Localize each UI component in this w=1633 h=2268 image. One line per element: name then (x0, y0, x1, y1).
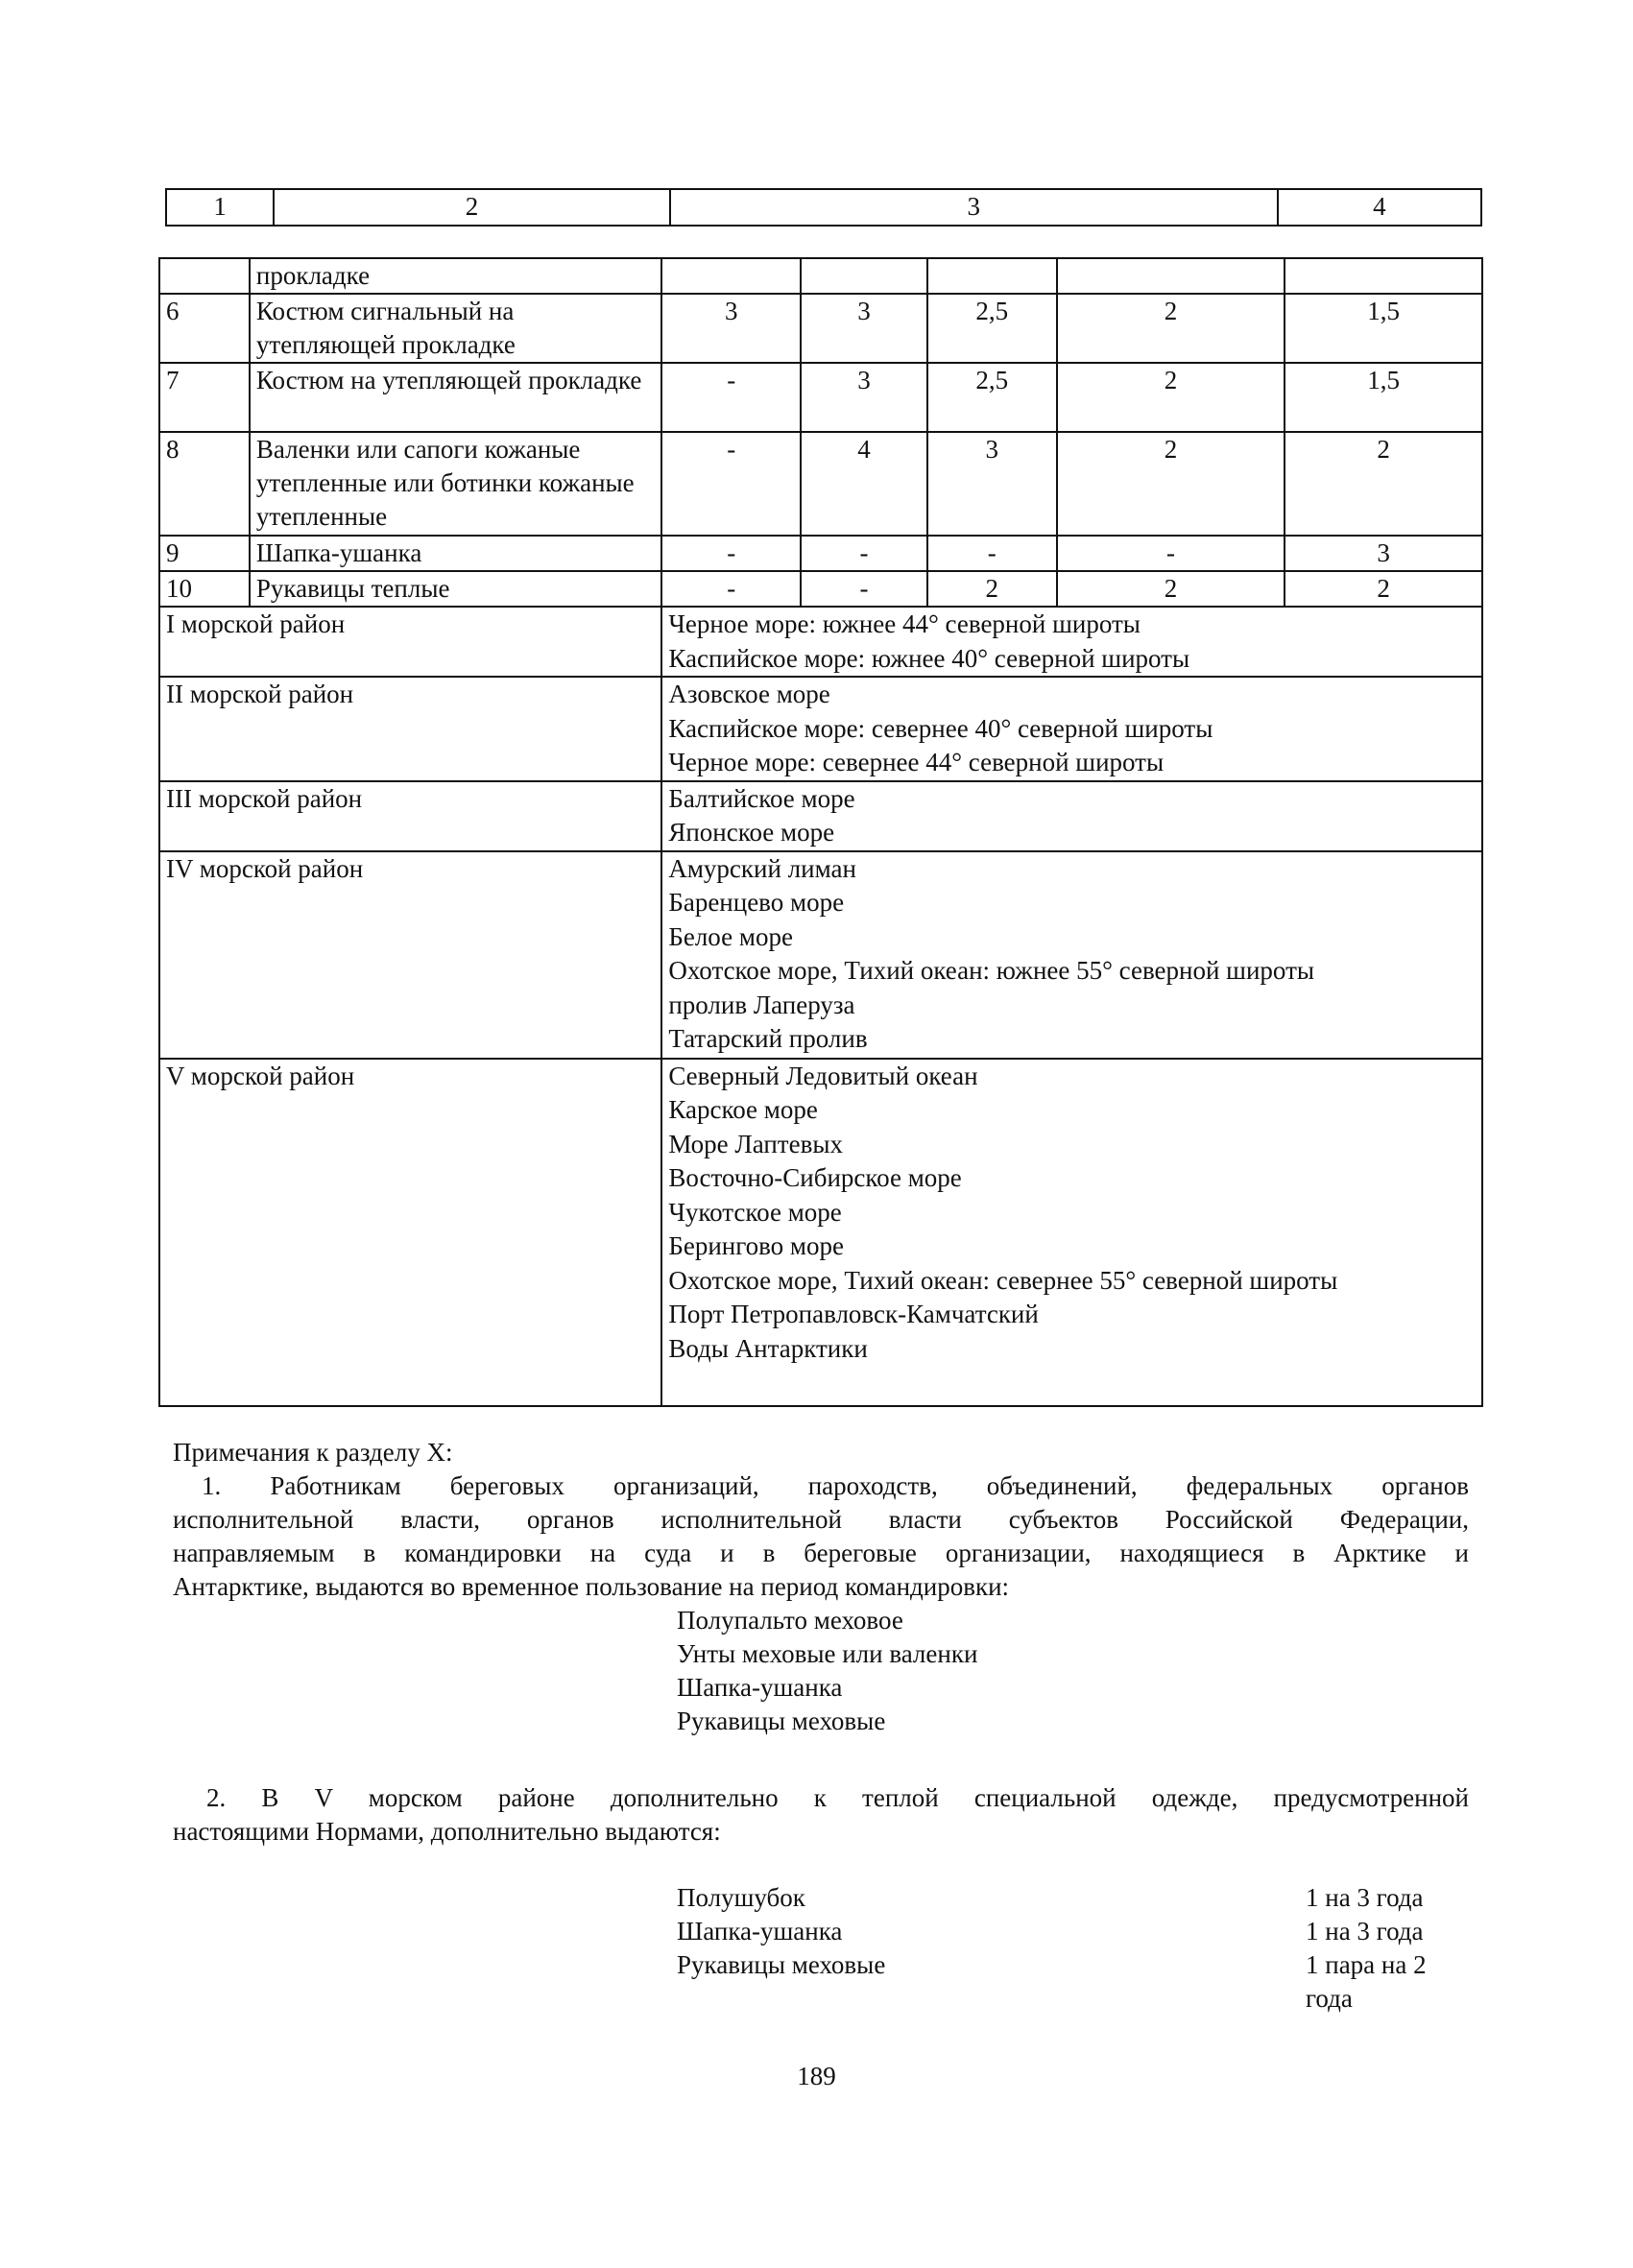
sea-line: Амурский лиман (668, 853, 856, 883)
region-value: 2 (1057, 432, 1285, 536)
note-1-line: исполнительной власти, органов исполнительной власти субъектов Российской Федерации, (173, 1505, 1469, 1534)
issue-item: Рукавицы меховые (677, 1950, 886, 1979)
region-value: 3 (1285, 536, 1482, 571)
table-row (159, 536, 1482, 571)
table-row (159, 571, 1482, 607)
sea-line: Порт Петропавловск-Камчатский (668, 1300, 1039, 1328)
item-number: 6 (159, 294, 250, 363)
note-1-line: Антарктике, выдаются во временное пользование на период командировки: (173, 1572, 1010, 1601)
region-value (801, 258, 927, 294)
region-name: V морской район (159, 1059, 661, 1406)
region-row (159, 1059, 1482, 1406)
region-name: III морской район (159, 781, 661, 851)
header-col-2: 2 (274, 189, 670, 226)
region-value (1057, 258, 1285, 294)
region-seas (661, 851, 1482, 1059)
region-value: - (801, 571, 927, 607)
issue-item: Шапка-ушанка (677, 1917, 843, 1946)
clothing-norms-table (158, 257, 1483, 1407)
header-col-1: 1 (166, 189, 274, 226)
item-name: Костюм на утепляющей прокладке (250, 363, 661, 432)
note-1-item: Унты меховые или валенки (677, 1639, 978, 1668)
item-name: Шапка-ушанка (250, 536, 661, 571)
issue-row (677, 1948, 1445, 2013)
note-1-line: направляемым в командировки на суда и в береговые организации, находящиеся в Арктике и (173, 1539, 1469, 1567)
sea-line: Карское море (668, 1095, 818, 1124)
region-value: 1,5 (1285, 363, 1482, 432)
issue-item: Полушубок (677, 1883, 805, 1912)
item-number: 7 (159, 363, 250, 432)
issue-qty: 1 на 3 года (1306, 1883, 1424, 1912)
note-2 (173, 1781, 1469, 1849)
region-value: 3 (927, 432, 1057, 536)
sea-line: Баренцево море (668, 888, 845, 917)
note-2-line: 2. В V морском районе дополнительно к теплой специальной одежде, предусмотренной (206, 1783, 1469, 1812)
table-row (159, 258, 1482, 294)
header-col-3: 3 (670, 189, 1278, 226)
region-row (159, 677, 1482, 781)
issue-qty: 1 на 3 года (1306, 1917, 1424, 1946)
table-row (159, 363, 1482, 432)
region-value: - (1057, 536, 1285, 571)
sea-line: Северный Ледовитый океан (668, 1061, 978, 1090)
region-seas (661, 781, 1482, 851)
region-seas (661, 677, 1482, 781)
item-number (159, 258, 250, 294)
region-value: - (661, 432, 801, 536)
item-number: 10 (159, 571, 250, 607)
region-name: II морской район (159, 677, 661, 781)
region-value: - (661, 536, 801, 571)
note-1-item: Полупальто меховое (677, 1606, 903, 1635)
region-row (159, 851, 1482, 1059)
item-name: Рукавицы теплые (250, 571, 661, 607)
note-2-line: настоящими Нормами, дополнительно выдаются: (173, 1817, 721, 1846)
sea-line: Восточно-Сибирское море (668, 1163, 962, 1192)
sea-line: Японское море (668, 818, 835, 847)
note-1-line: 1. Работникам береговых организаций, пароходств, объединений, федеральных органов (202, 1471, 1469, 1500)
region-value: 3 (801, 363, 927, 432)
note-1 (173, 1469, 1469, 1604)
sea-line: Белое море (668, 921, 793, 951)
region-value: 2 (1057, 571, 1285, 607)
header-col-4: 4 (1278, 189, 1481, 226)
item-name: Валенки или сапоги кожаные утепленные или ботинки кожаные утепленные (250, 432, 661, 536)
sea-line: Азовское море (668, 680, 830, 708)
region-name: I морской район (159, 607, 661, 677)
region-value (927, 258, 1057, 294)
region-value: 2 (1057, 363, 1285, 432)
region-name: IV морской район (159, 851, 661, 1059)
region-seas (661, 607, 1482, 677)
column-number-header (165, 188, 1482, 227)
region-value: 2 (927, 571, 1057, 607)
region-value: 1,5 (1285, 294, 1482, 363)
sea-line: Каспийское море: севернее 40° северной широты (668, 713, 1213, 743)
item-name: прокладке (250, 258, 661, 294)
region-value: - (801, 536, 927, 571)
region-row (159, 781, 1482, 851)
sea-line: Воды Антарктики (668, 1333, 868, 1363)
region-value: 3 (661, 294, 801, 363)
sea-line: Татарский пролив (668, 1024, 868, 1053)
region-value: 2 (1285, 432, 1482, 536)
sea-line: Черное море: севернее 44° северной широты (668, 748, 1165, 776)
sea-line: пролив Лаперуза (668, 990, 855, 1019)
region-value: - (661, 363, 801, 432)
item-number: 8 (159, 432, 250, 536)
region-value: - (927, 536, 1057, 571)
region-seas (661, 1059, 1482, 1406)
region-value: 2,5 (927, 363, 1057, 432)
region-value: 3 (801, 294, 927, 363)
region-value: - (661, 571, 801, 607)
sea-line: Чукотское море (668, 1197, 842, 1227)
note-1-item: Рукавицы меховые (677, 1707, 886, 1735)
page-number: 189 (797, 2062, 836, 2090)
item-name: Костюм сигнальный на утепляющей прокладке (250, 294, 661, 363)
item-number: 9 (159, 536, 250, 571)
sea-line: Каспийское море: южнее 40° северной широты (668, 643, 1190, 673)
sea-line: Охотское море, Тихий океан: севернее 55° северной широты (668, 1265, 1338, 1295)
notes-title: Примечания к разделу X: (173, 1438, 453, 1467)
issue-row (677, 1881, 1445, 1915)
sea-line: Море Лаптевых (668, 1129, 843, 1158)
issue-row (677, 1915, 1445, 1948)
sea-line: Черное море: южнее 44° северной широты (668, 609, 1141, 638)
region-value (661, 258, 801, 294)
issue-qty: 1 пара на 2 года (1306, 1950, 1427, 2013)
region-value: 4 (801, 432, 927, 536)
region-row (159, 607, 1482, 677)
sea-line: Балтийское море (668, 783, 855, 813)
region-value: 2 (1057, 294, 1285, 363)
region-value: 2 (1285, 571, 1482, 607)
sea-line: Охотское море, Тихий океан: южнее 55° северной широты (668, 956, 1315, 985)
table-row (159, 432, 1482, 536)
note-1-item: Шапка-ушанка (677, 1673, 843, 1702)
sea-line: Берингово море (668, 1231, 844, 1260)
table-row (159, 294, 1482, 363)
region-value (1285, 258, 1482, 294)
region-value: 2,5 (927, 294, 1057, 363)
